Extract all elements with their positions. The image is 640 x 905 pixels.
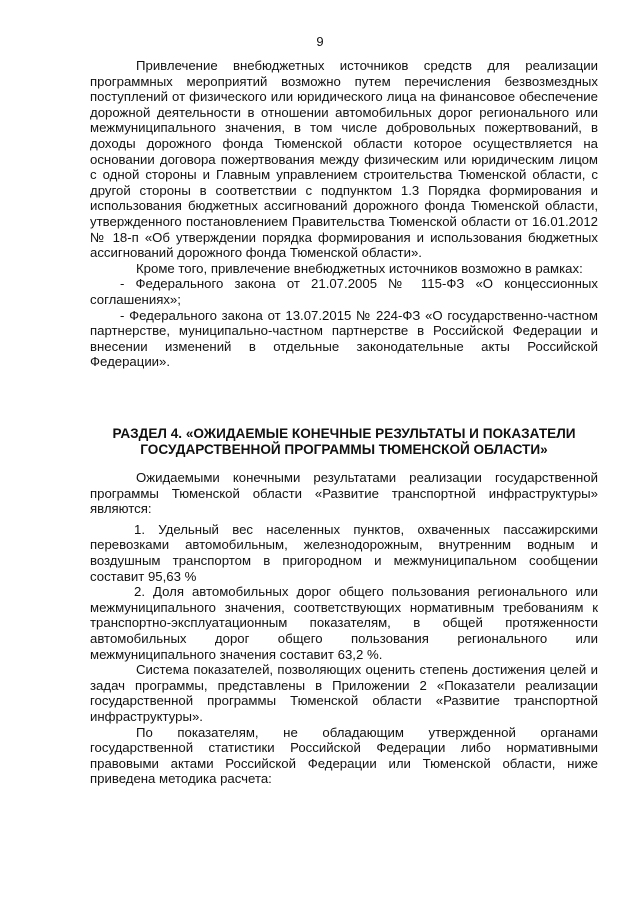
intro-section (90, 58, 598, 370)
results-section (90, 470, 598, 787)
result-item-1: 1. Удельный вес населенных пунктов, охваченных пассажирскими перевозками автомобильным, железнодорожным, внутренним водным и воздушным транспортом в пригородном и межмуниципальном сообщении составит 95,63 % (90, 521, 598, 584)
result-item-2: 2. Доля автомобильных дорог общего пользования регионального или межмуниципального значения, соответствующих нормативным требованиям к транспортно-эксплуатационным показателям, в общей протяженности автомобильных дорог общего пользования регионального или межмуниципального значения составит 63,2 %. (90, 584, 598, 662)
page-number: 9 (316, 34, 324, 49)
list-item-partnership-law: - Федерального закона от 13.07.2015 № 224-ФЗ «О государственно-частном партнерстве, муниципально-частном партнерстве в Российской Федерации и внесении изменений в отдельные законодательные акты Российской Федерации». (90, 307, 598, 370)
paragraph-indicator-system: Система показателей, позволяющих оценить степень достижения целей и задач программы, представлены в Приложении 2 «Показатели реализации государственной программы Тюменской области «Развитие транспортной инфраструктуры». (90, 662, 598, 724)
list-item-concession-law: - Федерального закона от 21.07.2005 № 115-ФЗ «О концессионных соглашениях»; (90, 276, 598, 307)
paragraph-expected-results: Ожидаемыми конечными результатами реализации государственной программы Тюменской области «Развитие транспортной инфраструктуры» являются: (90, 470, 598, 517)
paragraph-extrabudgetary-sources: Привлечение внебюджетных источников средств для реализации программных мероприятий возможно путем перечисления безвозмездных поступлений от физического или юридического лица на финансовое обеспечение дорожной деятельности в отношении автомобильных дорог регионального или межмуниципального значения, в том числе добровольных пожертвований, в доходы дорожного фонда Тюменской области которое осуществляется на основании договора пожертвования между физическим или юридическим лицом с одной стороны и Главным управлением строительства Тюменской области, с другой стороны в соответствии с подпунктом 1.3 Порядка формирования и использования бюджетных ассигнований дорожного фонда Тюменской области, утвержденного постановлением Правительства Тюменской области от 16.01.2012 № 18-п «Об утверждении порядка формирования и использования бюджетных ассигнований дорожного фонда Тюменской области». (90, 58, 598, 261)
paragraph-methodology: По показателям, не обладающим утвержденной органами государственной статистики Российской Федерации либо нормативными правовыми актами Российской Федерации или Тюменской области, ниже приведена методика расчета: (90, 724, 598, 787)
section-heading: РАЗДЕЛ 4. «ОЖИДАЕМЫЕ КОНЕЧНЫЕ РЕЗУЛЬТАТЫ И ПОКАЗАТЕЛИ ГОСУДАРСТВЕННОЙ ПРОГРАММЫ ТЮМЕНСКОЙ ОБЛАСТИ» (112, 426, 576, 457)
paragraph-additional-sources: Кроме того, привлечение внебюджетных источников возможно в рамках: (136, 260, 583, 276)
